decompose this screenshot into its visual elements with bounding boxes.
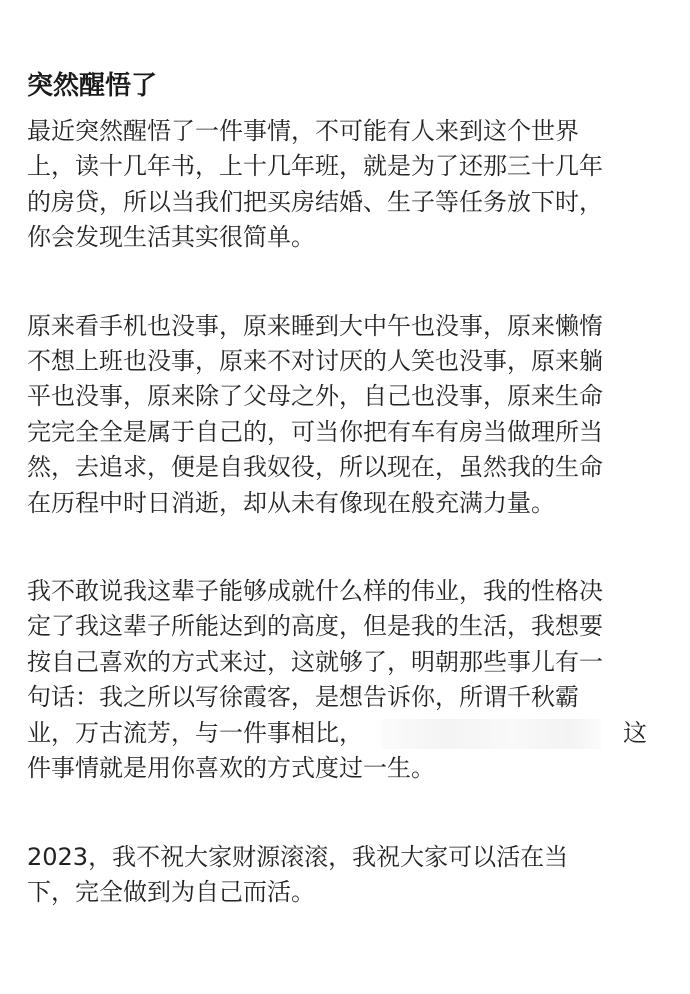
text-line: 我不敢说我这辈子能够成就什么样的伟业，我的性格决 <box>27 577 603 606</box>
text-line: 按自己喜欢的方式来过，这就够了，明朝那些事儿有一 <box>27 647 603 676</box>
paragraph-1 <box>27 114 667 256</box>
text-line: 平也没事，原来除了父母之外，自己也没事，原来生命 <box>27 382 603 411</box>
obscured-region <box>381 719 601 749</box>
text-line: 你会发现生活其实很简单。 <box>27 223 315 252</box>
paragraph-2 <box>27 309 667 521</box>
paragraph-gap <box>27 521 667 574</box>
text-line: 然，去追求，便是自我奴役，所以现在，虽然我的生命 <box>27 453 603 482</box>
paragraph-4 <box>27 840 667 911</box>
text-line: 下，完全做到为自己而活。 <box>27 877 315 906</box>
text-line: 不想上班也没事，原来不对讨厌的人笑也没事，原来躺 <box>27 347 603 376</box>
text-line: 在历程中时日消逝，却从未有像现在般充满力量。 <box>27 488 555 517</box>
text-line: 最近突然醒悟了一件事情，不可能有人来到这个世界 <box>27 117 579 145</box>
text-line: 原来看手机也没事，原来睡到大中午也没事，原来懒惰 <box>27 311 603 340</box>
text-line: 2023，我不祝大家财源滚滚，我祝大家可以活在当 <box>27 842 569 871</box>
text-line-obscured <box>27 716 667 751</box>
article <box>27 66 667 910</box>
text-line: 的房贷，所以当我们把买房结婚、生子等任务放下时， <box>27 187 603 216</box>
text-line: 上，读十几年书，上十几年班，就是为了还那三十几年 <box>27 152 603 181</box>
text-line: 完完全全是属于自己的，可当你把有车有房当做理所当 <box>27 417 603 446</box>
text-fragment: 业，万古流芳，与一件事相比， <box>27 718 363 747</box>
paragraph-gap <box>27 256 667 309</box>
text-line: 句话：我之所以写徐霞客，是想告诉你，所谓千秋霸 <box>27 683 579 712</box>
article-title: 突然醒悟了 <box>27 71 158 101</box>
text-line: 件事情就是用你喜欢的方式度过一生。 <box>27 754 435 783</box>
text-fragment: 这 <box>623 718 647 747</box>
paragraph-gap <box>27 787 667 840</box>
paragraph-3 <box>27 574 667 786</box>
text-line: 定了我这辈子所能达到的高度，但是我的生活，我想要 <box>27 612 603 641</box>
